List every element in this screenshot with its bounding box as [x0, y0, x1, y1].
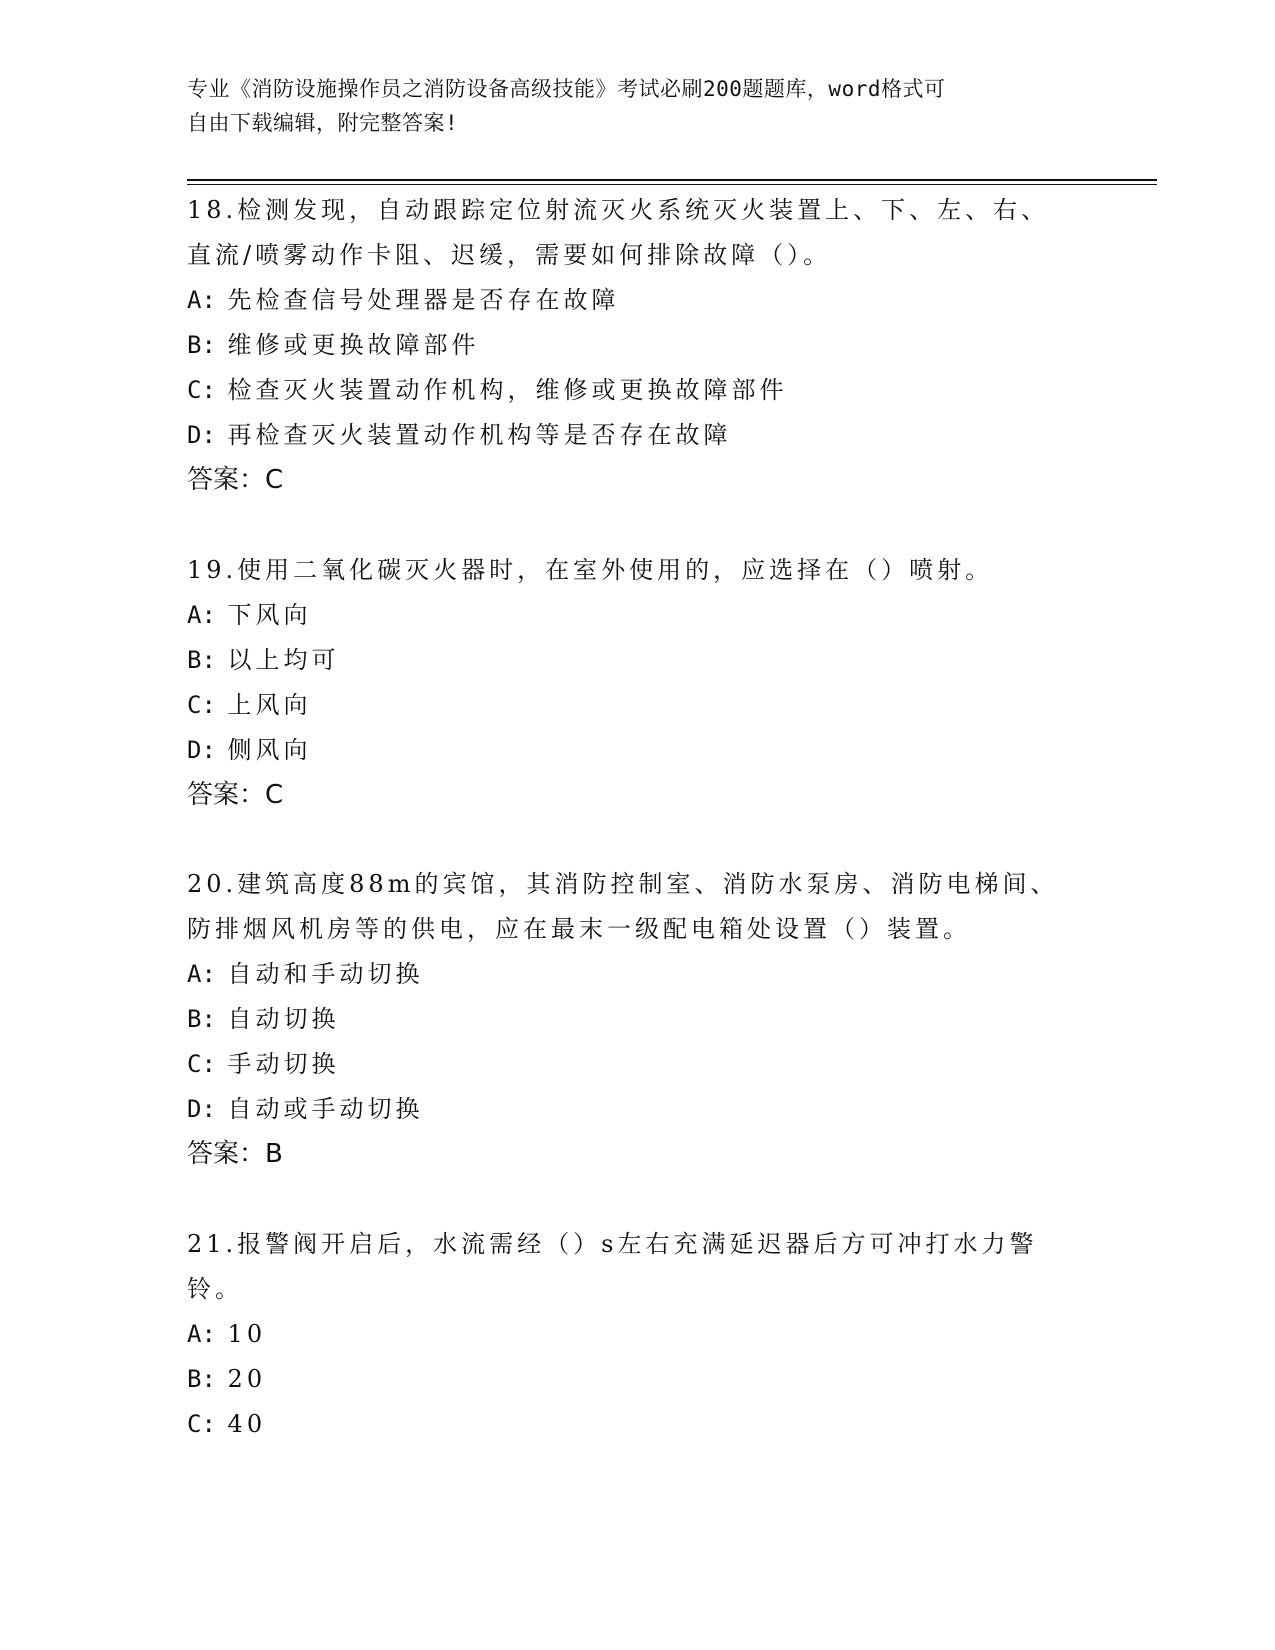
option-letter: A: [187, 286, 216, 314]
answer-line: 答案：C [187, 465, 284, 495]
option-text: 40 [227, 1410, 267, 1438]
option-text: 以上均可 [227, 646, 340, 674]
option-text: 20 [227, 1365, 267, 1393]
option-b [187, 323, 1087, 368]
document-page [187, 0, 1157, 1650]
option-letter: C: [187, 376, 216, 404]
question-stem-line: 19.使用二氧化碳灭火器时，在室外使用的，应选择在（）喷射。 [187, 556, 994, 584]
option-letter: B: [187, 1365, 216, 1393]
header-divider-thin [187, 184, 1157, 185]
option-text: 侧风向 [227, 736, 312, 764]
option-text: 下风向 [227, 601, 312, 629]
header-line-1: 专业《消防设施操作员之消防设备高级技能》考试必刷200题题库，word格式可 [187, 77, 946, 101]
option-letter: C: [187, 1410, 216, 1438]
option-text: 10 [227, 1320, 267, 1348]
option-text: 自动或手动切换 [227, 1095, 424, 1123]
option-c [187, 1042, 1087, 1087]
option-c [187, 1402, 1087, 1447]
option-text: 维修或更换故障部件 [227, 331, 480, 359]
option-letter: A: [187, 960, 216, 988]
option-c [187, 683, 1087, 728]
question-stem-line: 铃。 [187, 1275, 243, 1303]
option-text: 上风向 [227, 691, 312, 719]
option-d [187, 413, 1087, 458]
answer-line: 答案：C [187, 780, 284, 810]
option-b [187, 997, 1087, 1042]
option-text: 先检查信号处理器是否存在故障 [227, 286, 620, 314]
option-c [187, 368, 1087, 413]
option-text: 自动切换 [227, 1005, 340, 1033]
option-b [187, 638, 1087, 683]
header-line-2: 自由下载编辑，附完整答案! [187, 111, 459, 135]
header-divider-thick [187, 179, 1157, 181]
option-d [187, 728, 1087, 773]
option-letter: A: [187, 1320, 216, 1348]
option-letter: C: [187, 691, 216, 719]
option-b [187, 1357, 1087, 1402]
option-text: 再检查灭火装置动作机构等是否存在故障 [227, 421, 732, 449]
question-stem-line: 防排烟风机房等的供电，应在最末一级配电箱处设置（）装置。 [187, 915, 971, 943]
option-d [187, 1087, 1087, 1132]
question-18 [187, 188, 1087, 503]
question-19 [187, 548, 1087, 818]
answer-line: 答案：B [187, 1139, 283, 1169]
question-21 [187, 1222, 1087, 1447]
question-20 [187, 862, 1087, 1177]
option-text: 检查灭火装置动作机构，维修或更换故障部件 [227, 376, 788, 404]
option-a [187, 1312, 1087, 1357]
option-a [187, 278, 1087, 323]
option-letter: D: [187, 421, 216, 449]
question-stem-line: 18.检测发现，自动跟踪定位射流灭火系统灭火装置上、下、左、右、 [187, 196, 1050, 224]
option-letter: C: [187, 1050, 216, 1078]
option-letter: D: [187, 736, 216, 764]
option-letter: D: [187, 1095, 216, 1123]
question-stem-line: 直流/喷雾动作卡阻、迟缓，需要如何排除故障（）。 [187, 241, 832, 269]
document-header [187, 72, 1087, 140]
question-stem-line: 20.建筑高度88m的宾馆，其消防控制室、消防水泵房、消防电梯间、 [187, 870, 1059, 898]
option-letter: A: [187, 601, 216, 629]
option-text: 手动切换 [227, 1050, 340, 1078]
question-stem-line: 21.报警阀开启后，水流需经（）s左右充满延迟器后方可冲打水力警 [187, 1230, 1038, 1258]
option-a [187, 593, 1087, 638]
option-text: 自动和手动切换 [227, 960, 424, 988]
option-letter: B: [187, 331, 216, 359]
option-letter: B: [187, 1005, 216, 1033]
option-letter: B: [187, 646, 216, 674]
option-a [187, 952, 1087, 997]
